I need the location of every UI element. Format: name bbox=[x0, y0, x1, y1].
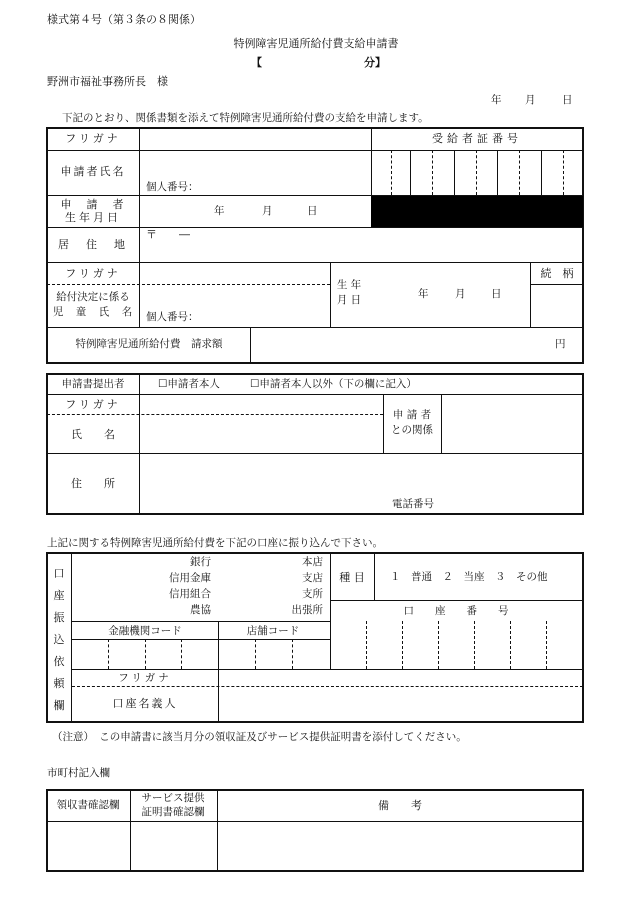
applicant-furigana-label: フリガナ bbox=[65, 132, 121, 145]
form-title: 特例障害児通所給付費支給申請書 bbox=[233, 37, 399, 50]
phone-label: 電話番号 bbox=[392, 498, 434, 510]
address-label: 居 住 地 bbox=[58, 238, 128, 251]
branch-type-office: 支所 bbox=[302, 588, 323, 600]
submitter-label: 申請書提出者 bbox=[61, 378, 125, 390]
period-bracket-left: 【 bbox=[251, 56, 262, 69]
submitter-relation-label-2: との関係 bbox=[391, 424, 433, 436]
branch-type-outpost: 出張所 bbox=[291, 604, 323, 616]
applicant-birth-label-1: 申 請 者 bbox=[60, 198, 126, 211]
claim-amount-label: 特例障害児通所給付費 請求額 bbox=[75, 338, 223, 350]
submitter-furigana-input[interactable] bbox=[141, 396, 381, 413]
attachment-note: （注意） この申請書に該当月分の領収証及びサービス提供証明書を添付してください。 bbox=[52, 731, 467, 743]
holder-furigana-label: フリガナ bbox=[118, 672, 172, 684]
holder-label: 口座名義人 bbox=[112, 697, 178, 710]
option-other[interactable]: ☐申請者本人以外（下の欄に記入） bbox=[250, 378, 417, 390]
inst-type-nokyo: 農協 bbox=[190, 604, 211, 616]
bank-side-label-6: 欄 bbox=[53, 699, 65, 712]
inst-code-label: 金融機関コード bbox=[108, 625, 182, 637]
applicant-my-number-label: 個人番号： bbox=[146, 181, 199, 193]
address-input[interactable] bbox=[141, 228, 582, 261]
child-furigana-input[interactable] bbox=[141, 264, 328, 283]
option-self[interactable]: ☐申請者本人 bbox=[158, 378, 220, 390]
remarks-input[interactable] bbox=[219, 823, 582, 870]
receipt-check-input[interactable] bbox=[48, 823, 128, 870]
inst-code-input[interactable] bbox=[74, 641, 216, 668]
period-bracket-right: 分】 bbox=[364, 56, 386, 69]
child-birth-label-1: 生 年 bbox=[336, 279, 362, 291]
service-check-label-1: サービス提供 bbox=[141, 792, 205, 804]
bank-side-label-4: 依 bbox=[53, 655, 65, 668]
service-check-input[interactable] bbox=[132, 823, 215, 870]
relation-label: 続 柄 bbox=[540, 267, 574, 280]
bank-side-label-3: 込 bbox=[53, 633, 65, 646]
intro-text: 下記のとおり、関係書類を添えて特例障害児通所給付費の支給を申請します。 bbox=[62, 112, 429, 124]
postal-mark: 〒 ― bbox=[146, 228, 190, 241]
service-check-label-2: 証明書確認欄 bbox=[141, 806, 205, 818]
recipient-number-label: 受給者証番号 bbox=[432, 132, 522, 145]
applicant-birth-day: 日 bbox=[307, 205, 318, 217]
submitter-furigana-label: フリガナ bbox=[65, 398, 121, 411]
holder-furigana-input[interactable] bbox=[220, 671, 582, 685]
form-number: 様式第４号（第３条の８関係） bbox=[47, 13, 201, 26]
applicant-birth-year: 年 bbox=[214, 205, 225, 217]
account-type-label: 種 目 bbox=[339, 571, 365, 584]
bank-side-label-2: 振 bbox=[53, 611, 65, 624]
inst-type-bank: 銀行 bbox=[190, 556, 211, 568]
holder-input[interactable] bbox=[220, 688, 582, 721]
receipt-check-label: 領収書確認欄 bbox=[56, 799, 120, 811]
remarks-label: 備 考 bbox=[378, 799, 422, 812]
bank-side-label-0: 口 bbox=[53, 567, 65, 580]
relation-input[interactable] bbox=[532, 286, 582, 326]
child-birth-year: 年 bbox=[418, 288, 429, 300]
submitter-relation-input[interactable] bbox=[443, 396, 582, 452]
child-name-input[interactable] bbox=[141, 286, 328, 310]
applicant-name-label: 申請者氏名 bbox=[60, 165, 126, 178]
branch-code-input[interactable] bbox=[220, 641, 329, 668]
submitter-name-input[interactable] bbox=[141, 416, 381, 452]
yen-label: 円 bbox=[555, 338, 566, 350]
blacked-out-cell bbox=[371, 196, 583, 227]
inst-type-kumiai: 信用組合 bbox=[169, 588, 211, 600]
child-furigana-label: フリガナ bbox=[65, 267, 121, 280]
submitter-address-label: 住 所 bbox=[71, 477, 115, 490]
municipal-title: 市町村記入欄 bbox=[47, 767, 110, 779]
branch-code-label: 店舗コード bbox=[246, 625, 300, 637]
bank-side-label-1: 座 bbox=[53, 589, 65, 602]
child-label-1: 給付決定に係る bbox=[56, 291, 130, 303]
date-year-label: 年 bbox=[491, 94, 502, 106]
applicant-birth-month: 月 bbox=[262, 205, 273, 217]
child-birth-month: 月 bbox=[455, 288, 466, 300]
child-birth-day: 日 bbox=[491, 288, 502, 300]
addressee: 野洲市福祉事務所長 様 bbox=[47, 75, 168, 88]
child-my-number-label: 個人番号： bbox=[146, 311, 199, 323]
date-day-label: 日 bbox=[562, 94, 573, 106]
account-number-label: 口 座 番 号 bbox=[403, 605, 509, 617]
submitter-relation-label-1: 申 請 者 bbox=[392, 409, 432, 421]
child-label-2: 児 童 氏 名 bbox=[52, 306, 134, 318]
applicant-name-input[interactable] bbox=[141, 151, 369, 179]
claim-amount-input[interactable] bbox=[252, 329, 552, 362]
applicant-furigana-input[interactable] bbox=[141, 129, 369, 149]
inst-type-shinkin: 信用金庫 bbox=[169, 572, 211, 584]
applicant-birth-label-2: 生年月日 bbox=[65, 211, 121, 224]
period-input[interactable] bbox=[266, 54, 360, 70]
account-number-input[interactable] bbox=[332, 622, 582, 668]
account-type-options[interactable]: １ 普通 ２ 当座 ３ その他 bbox=[390, 571, 548, 583]
branch-type-branch: 支店 bbox=[302, 572, 323, 584]
child-birth-label-2: 月 日 bbox=[336, 294, 362, 306]
branch-type-main: 本店 bbox=[302, 556, 323, 568]
bank-side-label-5: 頼 bbox=[53, 677, 65, 690]
recipient-number-input[interactable] bbox=[373, 151, 583, 194]
date-month-label: 月 bbox=[525, 94, 536, 106]
bank-intro: 上記に関する特例障害児通所給付費を下記の口座に振り込んで下さい。 bbox=[47, 537, 383, 549]
submitter-address-input[interactable] bbox=[141, 455, 582, 495]
submitter-name-label: 氏 名 bbox=[71, 428, 115, 441]
branch-name-input[interactable] bbox=[220, 554, 286, 620]
